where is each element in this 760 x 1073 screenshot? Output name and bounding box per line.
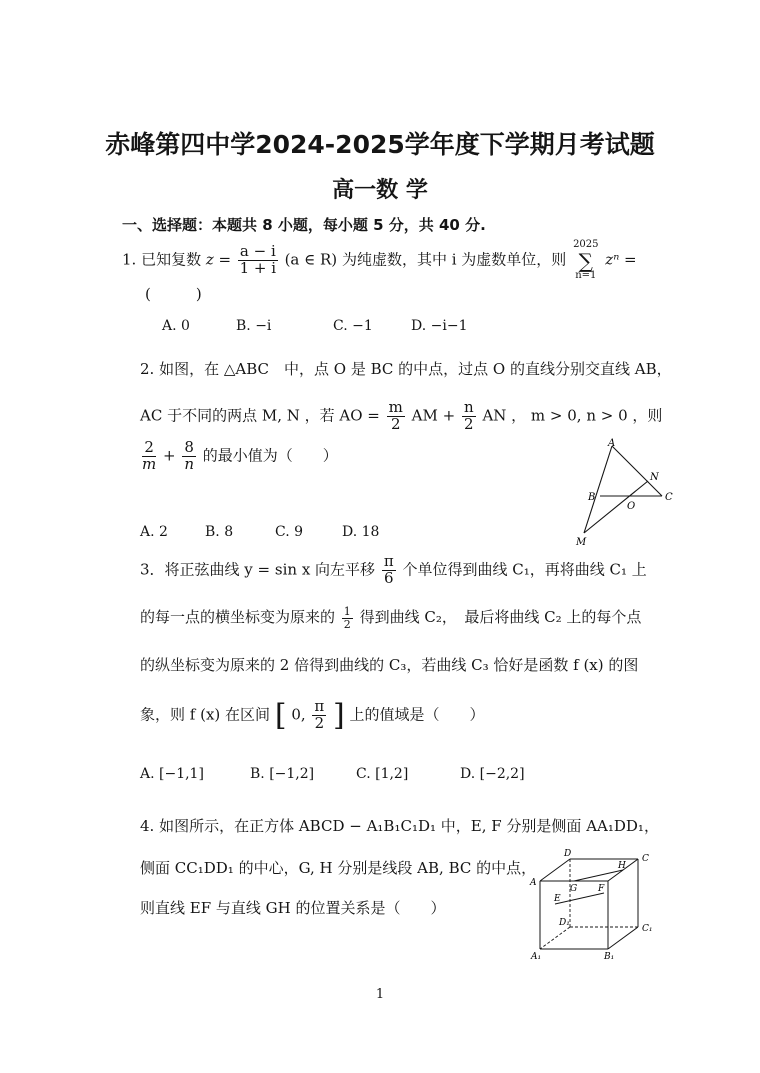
q3-line-1	[140, 554, 647, 587]
q4-label-d: D	[564, 849, 572, 859]
q3-line4-a: 象，则 f (x) 在区间	[140, 705, 271, 724]
q2-line-3	[140, 440, 338, 473]
q4-label-c1: C₁	[642, 924, 653, 934]
q2-option-d: D. 18	[342, 524, 380, 540]
q2-label-c: C	[665, 492, 673, 503]
q4-cube-figure	[526, 845, 666, 963]
q2-triangle-figure	[572, 436, 682, 548]
q2-frac1-denominator: 2	[391, 414, 401, 433]
q2-line2-b: AM +	[411, 406, 456, 425]
q1-option-b: B. −i	[236, 318, 272, 334]
page-title: 赤峰第四中学2024-2025学年度下学期月考试题	[105, 130, 655, 159]
q1-z-eq: z =	[205, 250, 232, 269]
q1-lead: 已知复数	[141, 250, 202, 269]
q2-expr2-denominator: n	[184, 454, 194, 473]
q2-label-a: A	[608, 438, 616, 449]
q4-edge-da	[540, 859, 570, 881]
q2-label-b: B	[588, 492, 596, 503]
q2-line-mn	[584, 481, 648, 533]
q2-plus: +	[163, 446, 176, 465]
q3-interval-left-bracket: [	[274, 698, 287, 733]
q3-line-4	[140, 698, 485, 733]
q2-line-am	[584, 446, 612, 533]
q1-fraction	[238, 244, 278, 277]
q3-line-2	[140, 606, 641, 630]
q4-label-e: E	[554, 894, 561, 904]
q1-answer-paren: ( )	[145, 285, 202, 303]
q1-frac-numerator: a − i	[239, 242, 276, 261]
q2-frac2-numerator: n	[463, 398, 474, 416]
q4-label-a: A	[530, 878, 537, 888]
q1-sum-top: 2025	[573, 239, 599, 250]
q3-interval-denominator: 2	[314, 714, 325, 732]
q2-line-ac	[612, 446, 662, 496]
q4-label-a1: A₁	[531, 952, 542, 962]
q3-line4-b: 上的值域是（ ）	[349, 705, 485, 724]
q2-line2-a: AC 于不同的两点 M, N ，若 AO =	[140, 406, 380, 425]
q1-frac-denominator: 1 + i	[239, 259, 277, 277]
q3-line1-a: 3．将正弦曲线 y = sin x 向左平移	[140, 560, 376, 579]
page-subtitle: 高一数 学	[332, 178, 428, 203]
q2-frac-m-over-2	[387, 400, 405, 433]
q2-frac2-denominator: 2	[464, 414, 474, 433]
q3-option-b: B. [−1,2]	[250, 766, 315, 782]
q3-line1-b: 个单位得到曲线 C₁，再将曲线 C₁ 上	[402, 560, 647, 579]
q2-line2-c: AN ， m > 0, n > 0 ，则	[482, 406, 663, 425]
q3-half-numerator: 1	[343, 605, 351, 618]
q1-sum-bottom: n=1	[575, 269, 597, 281]
q2-line-2	[140, 400, 662, 433]
page-number: 1	[375, 987, 385, 1002]
q4-label-c: C	[642, 854, 649, 864]
q3-option-a: A. [−1,1]	[140, 766, 204, 782]
q4-line-3: 则直线 EF 与直线 GH 的位置关系是（ ）	[140, 899, 446, 917]
q3-interval-left: 0,	[291, 705, 306, 724]
q2-label-m: M	[576, 537, 587, 548]
q3-frac-denominator: 6	[383, 568, 394, 587]
q3-frac-pi-over-6	[382, 554, 396, 587]
q3-option-c: C. [1,2]	[356, 766, 409, 782]
q2-frac-n-over-2	[462, 400, 476, 433]
q3-line2-a: 的每一点的横坐标变为原来的	[140, 608, 336, 627]
q3-line2-b: 得到曲线 C₂， 最后将曲线 C₂ 上的每个点	[359, 608, 642, 627]
q1-sum-symbol: ∑	[578, 248, 593, 273]
q4-label-f: F	[598, 884, 605, 894]
q2-line3-tail: 的最小值为（ ）	[202, 446, 338, 465]
q1-option-c: C. −1	[333, 318, 373, 334]
q2-option-b: B. 8	[205, 524, 234, 540]
q3-interval-pi-over-2	[312, 699, 326, 732]
q2-option-c: C. 9	[275, 524, 304, 540]
q1-number: 1.	[122, 250, 137, 269]
q1-tail: zⁿ =	[605, 250, 637, 269]
q3-line-3: 的纵坐标变为原来的 2 倍得到曲线的 C₃，若曲线 C₃ 恰好是函数 f (x) 的图	[140, 656, 639, 674]
q1-middle: 为纯虚数，其中 i 为虚数单位，则	[341, 250, 567, 269]
q3-frac-numerator: π	[383, 552, 394, 570]
q3-half-denominator: 2	[343, 617, 351, 631]
q2-label-n: N	[650, 472, 659, 483]
q2-line-1: 2. 如图，在 △ABC 中，点 O 是 BC 的中点，过点 O 的直线分别交直线 AB，	[140, 360, 672, 378]
q2-frac1-numerator: m	[388, 398, 403, 416]
q4-edge-b1c1	[608, 927, 638, 949]
q4-label-b1: B₁	[604, 952, 615, 962]
q1-option-a: A. 0	[162, 318, 190, 334]
q2-expr1-denominator: m	[142, 454, 157, 473]
q3-interval-numerator: π	[314, 697, 325, 716]
q2-expr-2-over-m	[142, 440, 156, 473]
q2-expr2-numerator: 8	[184, 438, 194, 456]
q3-interval-right-bracket: ]	[333, 698, 345, 733]
q2-label-o: O	[627, 501, 636, 512]
q2-expr1-numerator: 2	[142, 440, 156, 457]
q4-segment-ef	[555, 893, 604, 904]
q4-line-1: 4. 如图所示，在正方体 ABCD − A₁B₁C₁D₁ 中，E, F 分别是侧面 AA₁DD₁，	[140, 817, 659, 835]
q4-label-d1: D₁	[559, 918, 570, 928]
q3-option-d: D. [−2,2]	[460, 766, 525, 782]
q1-sum	[573, 240, 598, 281]
q2-expr-8-over-n	[182, 440, 196, 473]
q1-option-d: D. −i−1	[411, 318, 468, 334]
q4-line-2: 侧面 CC₁DD₁ 的中心，G, H 分别是线段 AB, BC 的中点，	[140, 859, 537, 877]
q4-label-g: G	[570, 884, 578, 894]
section-heading: 一、选择题：本题共 8 小题，每小题 5 分，共 40 分.	[122, 216, 486, 234]
q4-edge-d1a1	[540, 927, 570, 949]
q2-option-a: A. 2	[140, 524, 168, 540]
question-1	[122, 240, 637, 281]
q4-label-h: H	[618, 861, 626, 871]
q1-condition: (a ∈ R)	[284, 250, 338, 269]
q3-frac-one-half	[342, 606, 353, 630]
